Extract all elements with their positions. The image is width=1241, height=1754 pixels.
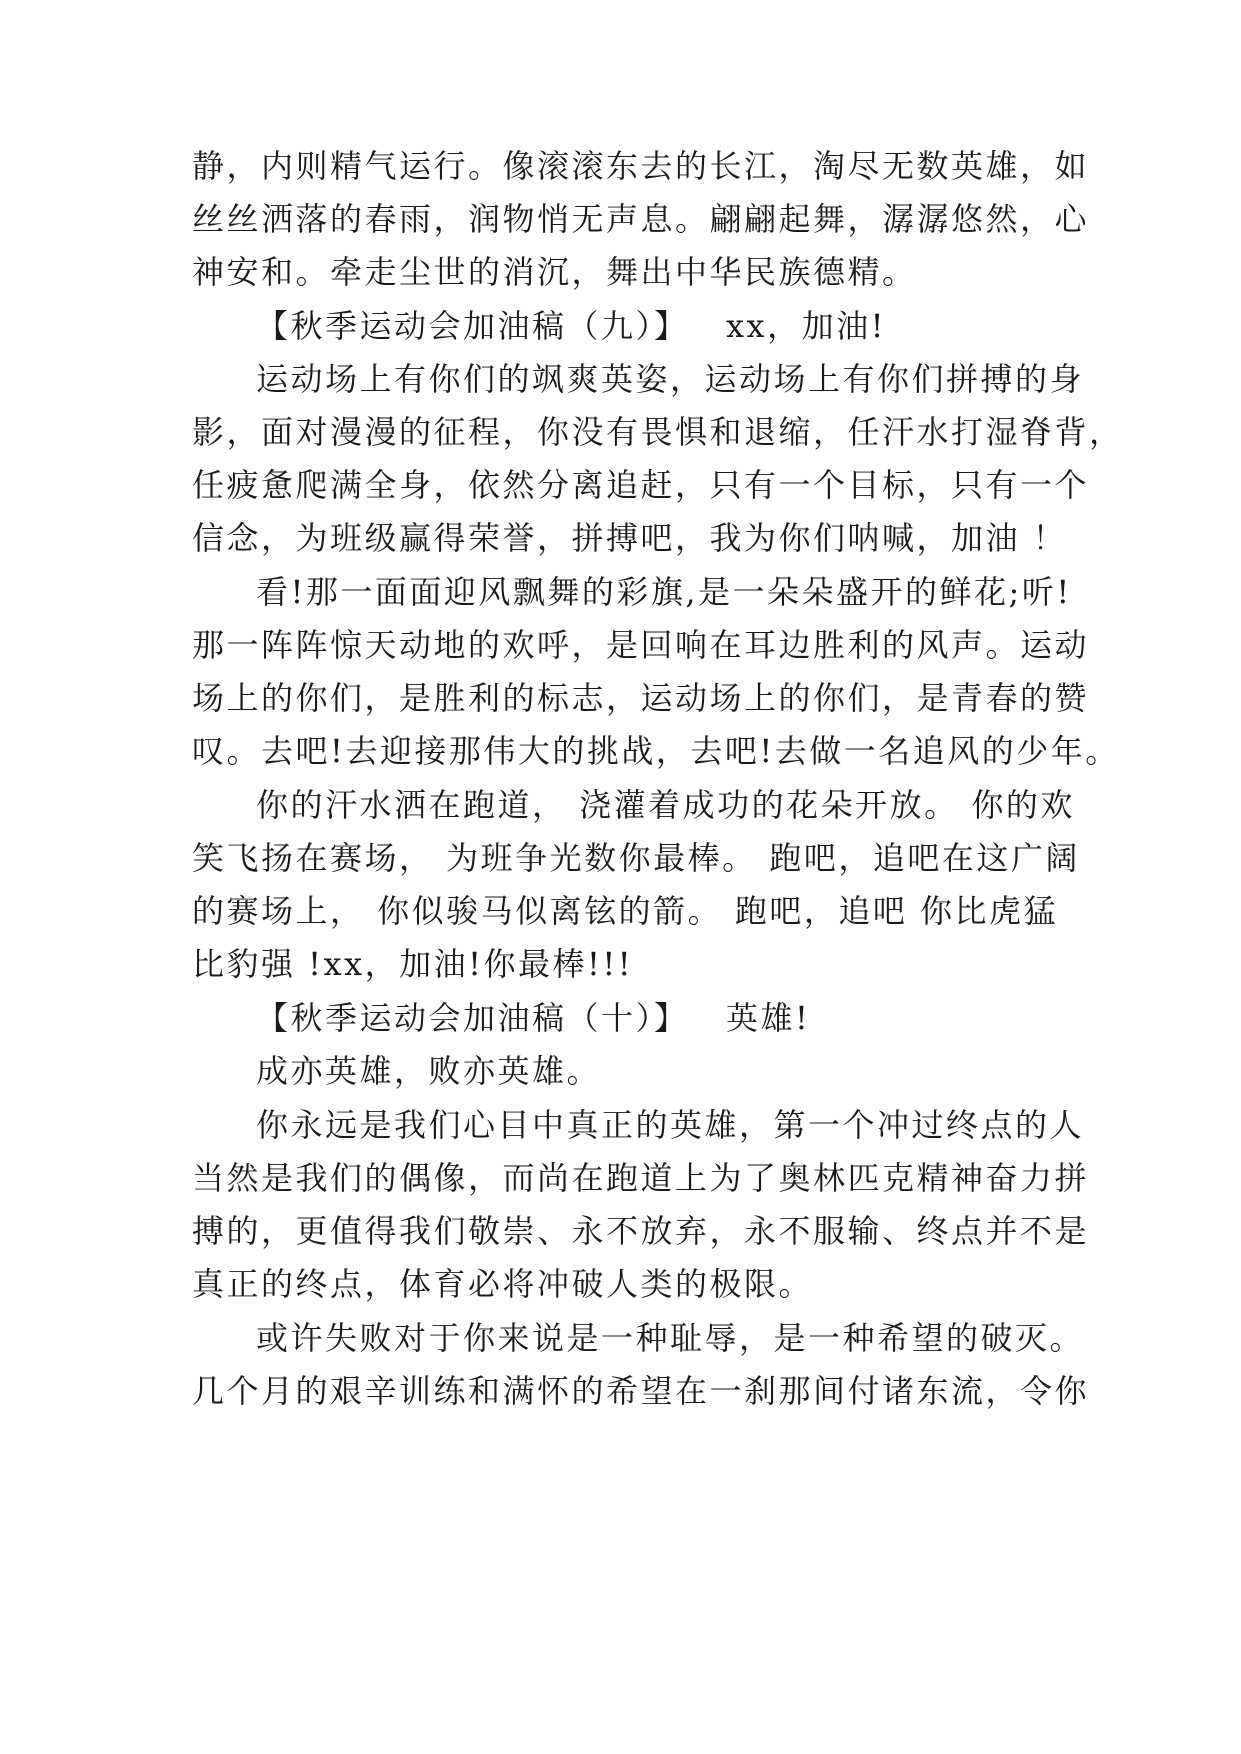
section-title: 【秋季运动会加油稿（九）】 (256, 307, 689, 345)
paragraph-line: 影，面对漫漫的征程，你没有畏惧和退缩，任汗水打湿脊背， (192, 413, 1124, 451)
paragraph-line: 运动场上有你们的飒爽英姿，运动场上有你们拼搏的身 (256, 360, 1085, 398)
text-line: 神安和。牵走尘世的消沉，舞出中华民族德精。 (192, 253, 917, 291)
paragraph-line: 那一阵阵惊天动地的欢呼，是回响在耳边胜利的风声。运动 (192, 626, 1090, 664)
paragraph-line: 场上的你们，是胜利的标志，运动场上的你们，是青春的赞 (192, 679, 1090, 717)
section-subtitle: xx，加油! (726, 307, 886, 345)
section-heading-10 (256, 988, 1072, 1048)
paragraph-line: 信念，为班级赢得荣誉，拼搏吧，我为你们呐喊，加油 ！ (192, 519, 1068, 557)
paragraph-line: 你永远是我们心目中真正的英雄，第一个冲过终点的人 (256, 1106, 1085, 1144)
paragraph-line: 叹。去吧!去迎接那伟大的挑战，去吧!去做一名追风的少年。 (192, 732, 1120, 770)
paragraph-line: 搏的，更值得我们敬崇、永不放弃，永不服输、终点并不是 (192, 1212, 1090, 1250)
section-subtitle: 英雄! (726, 999, 811, 1037)
paragraph-line: 当然是我们的偶像，而尚在跑道上为了奥林匹克精神奋力拼 (192, 1159, 1090, 1197)
paragraph-line: 几个月的艰辛训练和满怀的希望在一刹那间付诸东流，令你 (192, 1372, 1090, 1410)
paragraph-line: 看!那一面面迎风飘舞的彩旗,是一朵朵盛开的鲜花;听! (256, 573, 1072, 611)
text-line: 丝丝洒落的春雨，润物悄无声息。翩翩起舞，潺潺悠然，心 (192, 200, 1090, 238)
paragraph-line: 你的汗水洒在跑道， 浇灌着成功的花朵开放。 你的欢 (256, 786, 1075, 824)
text-line: 静，内则精气运行。像滚滚东去的长江，淘尽无数英雄，如 (192, 147, 1090, 185)
paragraph-line: 的赛场上， 你似骏马似离铉的箭。 跑吧，追吧 你比虎猛 (192, 892, 1059, 930)
section-heading-9 (256, 296, 1072, 356)
paragraph-line: 真正的终点，体育必将冲破人类的极限。 (192, 1265, 814, 1303)
paragraph-line: 比豹强 !xx，加油!你最棒!!! (192, 945, 634, 983)
paragraph-line: 笑飞扬在赛场， 为班争光数你最棒。 跑吧，追吧在这广阔 (192, 839, 1080, 877)
paragraph-line: 或许失败对于你来说是一种耻辱，是一种希望的破灭。 (256, 1319, 1085, 1357)
paragraph-line: 成亦英雄，败亦英雄。 (256, 1052, 602, 1090)
paragraph-line: 任疲惫爬满全身，依然分离追赶，只有一个目标，只有一个 (192, 466, 1090, 504)
section-title: 【秋季运动会加油稿（十）】 (256, 999, 689, 1037)
